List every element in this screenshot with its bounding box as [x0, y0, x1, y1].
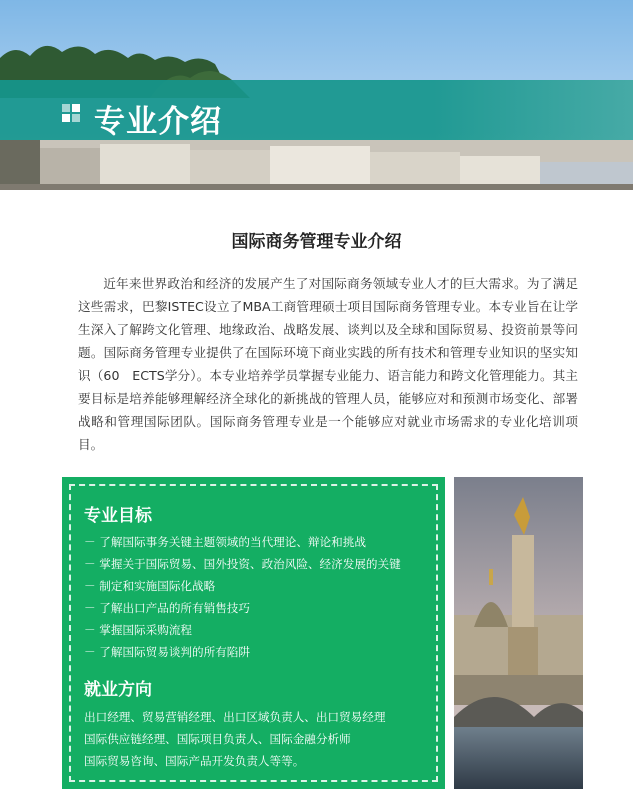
goal-item: － 掌握关于国际贸易、国外投资、政治风险、经济发展的关键: [84, 557, 401, 571]
goal-item: － 了解国际事务关键主题领域的当代理论、辩论和挑战: [84, 535, 366, 549]
paris-photo: [454, 477, 583, 789]
building-image: [0, 140, 633, 190]
goal-item: － 掌握国际采购流程: [84, 623, 193, 637]
goals-heading: 专业目标: [84, 506, 152, 526]
career-line: 国际贸易咨询、国际产品开发负责人等等。: [84, 754, 305, 768]
goal-item: － 了解出口产品的所有销售技巧: [84, 601, 250, 615]
goal-item: － 了解国际贸易谈判的所有陷阱: [84, 645, 250, 659]
section-title: 国际商务管理专业介绍: [231, 232, 402, 252]
careers-list: [84, 706, 385, 772]
header-banner: [0, 0, 633, 190]
goals-list: [84, 531, 401, 663]
intro-paragraph: 近年来世界政治和经济的发展产生了对国际商务领域专业人才的巨大需求。为了满足这些需求，巴黎ISTEC设立了MBA工商管理硕士项目国际商务管理专业。本专业旨在让学生深入了解跨文化管理、地缘政治、战略发展、谈判以及全球和国际贸易、投资前景等问题。国际商务管理专业提供了在国际环境下商业实践的所有技术和管理专业知识的坚实知识（60 ECTS学分）。本专业培养学员掌握专业能力、语言能力和跨文化管理能力。其主要目标是培养能够理解经济全球化的新挑战的管理人员，能够应对和预测市场变化、部署战略和管理国际团队。国际商务管理专业是一个能够应对就业市场需求的专业化培训项目。: [78, 276, 578, 452]
info-box: [62, 477, 445, 789]
page-title: 专业介绍: [94, 104, 222, 140]
squares-icon: [62, 104, 82, 124]
career-line: 国际供应链经理、国际项目负责人、国际金融分析师: [84, 732, 351, 746]
careers-heading: 就业方向: [84, 680, 152, 700]
career-line: 出口经理、贸易营销经理、出口区域负责人、出口贸易经理: [84, 710, 386, 724]
goal-item: － 制定和实施国际化战略: [84, 579, 216, 593]
